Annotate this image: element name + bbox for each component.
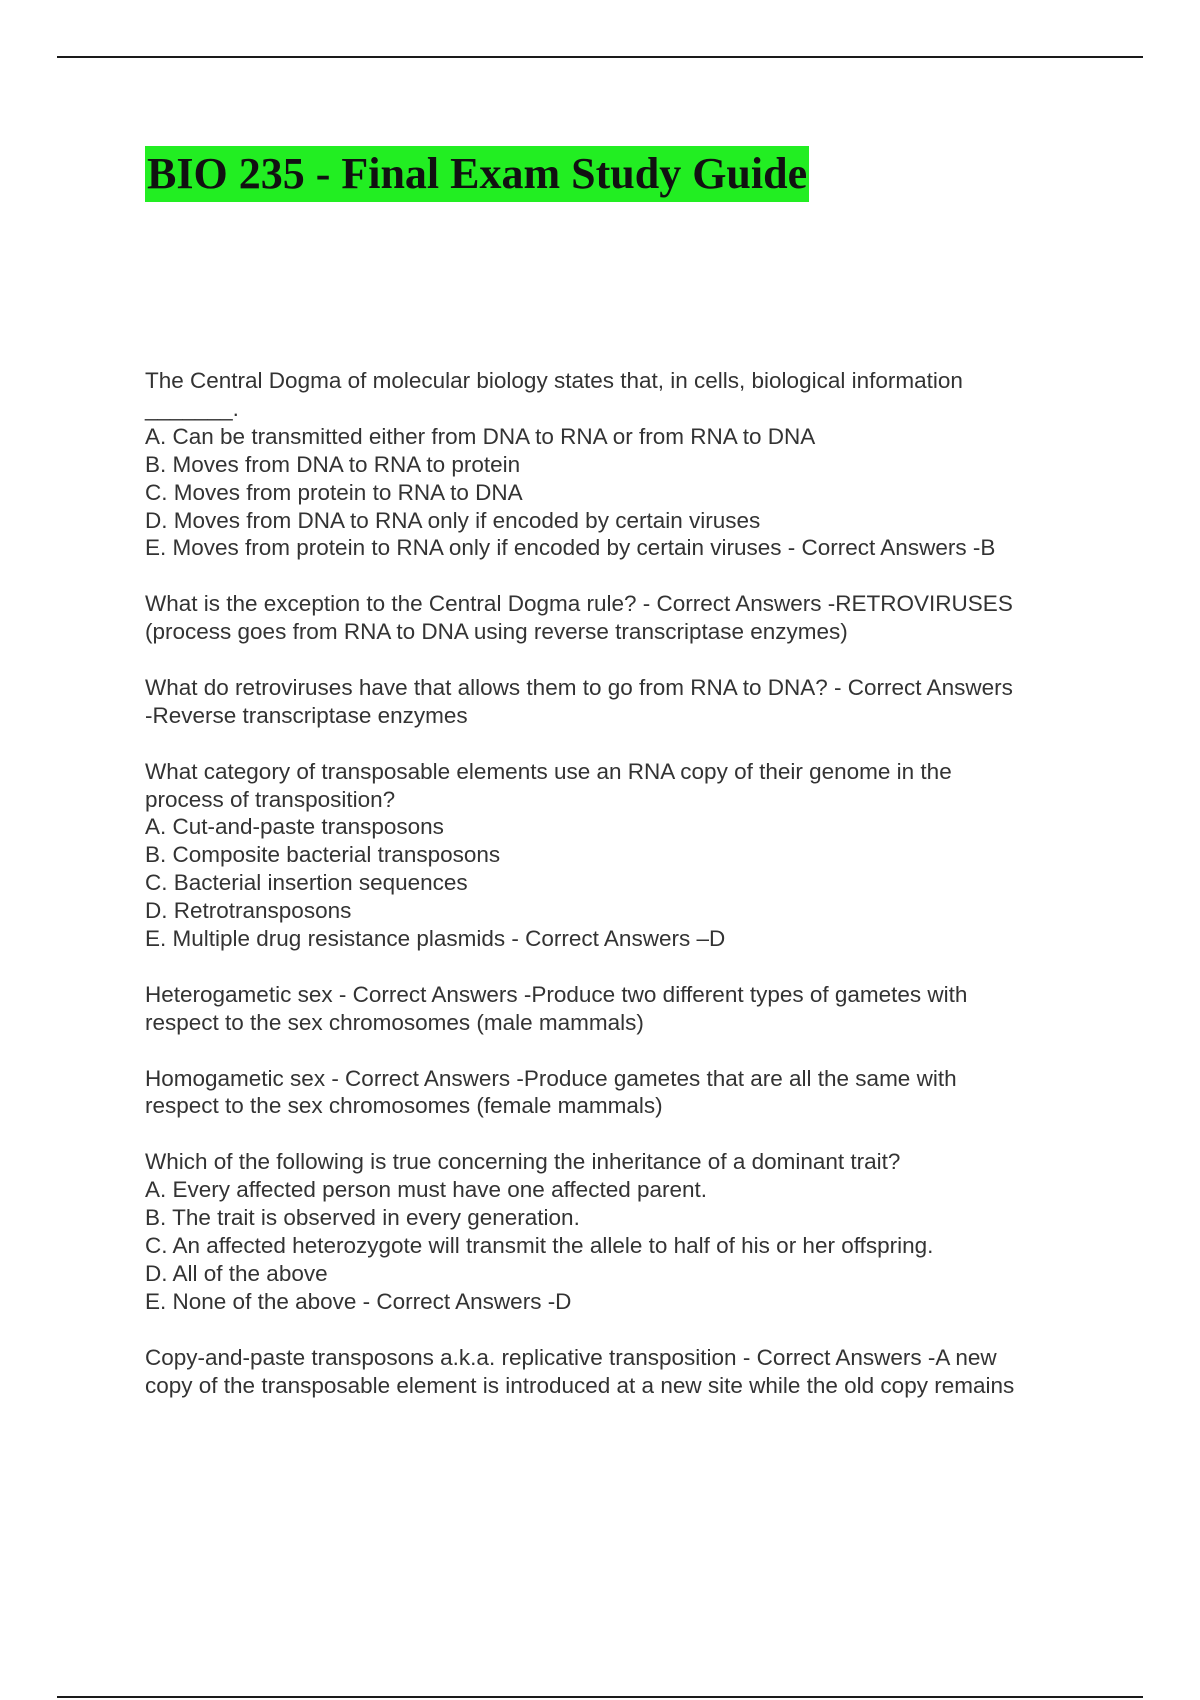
text-line: A. Cut-and-paste transposons	[145, 814, 444, 840]
footer-rule	[57, 1696, 1143, 1698]
qa-item	[145, 367, 1085, 562]
text-line: respect to the sex chromosomes (male mammals)	[145, 1009, 644, 1035]
text-line: Copy-and-paste transposons a.k.a. replicative transposition - Correct Answers -A new	[145, 1344, 997, 1370]
text-line: D. Retrotransposons	[145, 898, 352, 924]
qa-item	[145, 590, 1085, 646]
text-line: C. Moves from protein to RNA to DNA	[145, 479, 523, 505]
qa-item	[145, 981, 1085, 1037]
title-block	[145, 146, 809, 202]
text-line: The Central Dogma of molecular biology states that, in cells, biological information	[145, 368, 963, 393]
text-line: (process goes from RNA to DNA using reverse transcriptase enzymes)	[145, 619, 848, 645]
text-line: C. Bacterial insertion sequences	[145, 870, 468, 896]
text-line: A. Can be transmitted either from DNA to RNA or from RNA to DNA	[145, 423, 816, 449]
text-line: Which of the following is true concerning the inheritance of a dominant trait?	[145, 1149, 901, 1175]
text-line: B. Moves from DNA to RNA to protein	[145, 451, 521, 477]
text-line: What category of transposable elements use an RNA copy of their genome in the	[145, 758, 952, 784]
text-line: B. Composite bacterial transposons	[145, 842, 501, 868]
text-line: Homogametic sex - Correct Answers -Produce gametes that are all the same with	[145, 1065, 957, 1091]
text-line: B. The trait is observed in every generation.	[145, 1205, 580, 1231]
text-line: copy of the transposable element is introduced at a new site while the old copy remains	[145, 1372, 1015, 1398]
text-line: E. Multiple drug resistance plasmids - Correct Answers –D	[145, 926, 726, 952]
text-line: E. None of the above - Correct Answers -D	[145, 1288, 572, 1314]
qa-item	[145, 1344, 1085, 1400]
text-line: respect to the sex chromosomes (female mammals)	[145, 1093, 663, 1119]
qa-item	[145, 1065, 1085, 1121]
text-line: What do retroviruses have that allows them to go from RNA to DNA? - Correct Answers	[145, 674, 1013, 700]
text-line: What is the exception to the Central Dogma rule? - Correct Answers -RETROVIRUSES	[145, 591, 1013, 617]
text-line: E. Moves from protein to RNA only if encoded by certain viruses - Correct Answers -B	[145, 535, 996, 561]
text-line: A. Every affected person must have one affected parent.	[145, 1177, 708, 1203]
qa-item	[145, 758, 1085, 953]
study-guide-content	[145, 367, 1085, 1427]
qa-item	[145, 1148, 1085, 1315]
header-rule	[57, 56, 1143, 58]
text-line: D. All of the above	[145, 1260, 328, 1286]
text-line: D. Moves from DNA to RNA only if encoded by certain viruses	[145, 507, 761, 533]
document-title: BIO 235 - Final Exam Study Guide	[145, 146, 809, 202]
qa-item	[145, 674, 1085, 730]
text-line: _______.	[145, 395, 239, 421]
text-line: -Reverse transcriptase enzymes	[145, 702, 468, 728]
text-line: Heterogametic sex - Correct Answers -Produce two different types of gametes with	[145, 981, 968, 1007]
text-line: process of transposition?	[145, 786, 396, 812]
text-line: C. An affected heterozygote will transmit the allele to half of his or her offspring.	[145, 1233, 934, 1258]
